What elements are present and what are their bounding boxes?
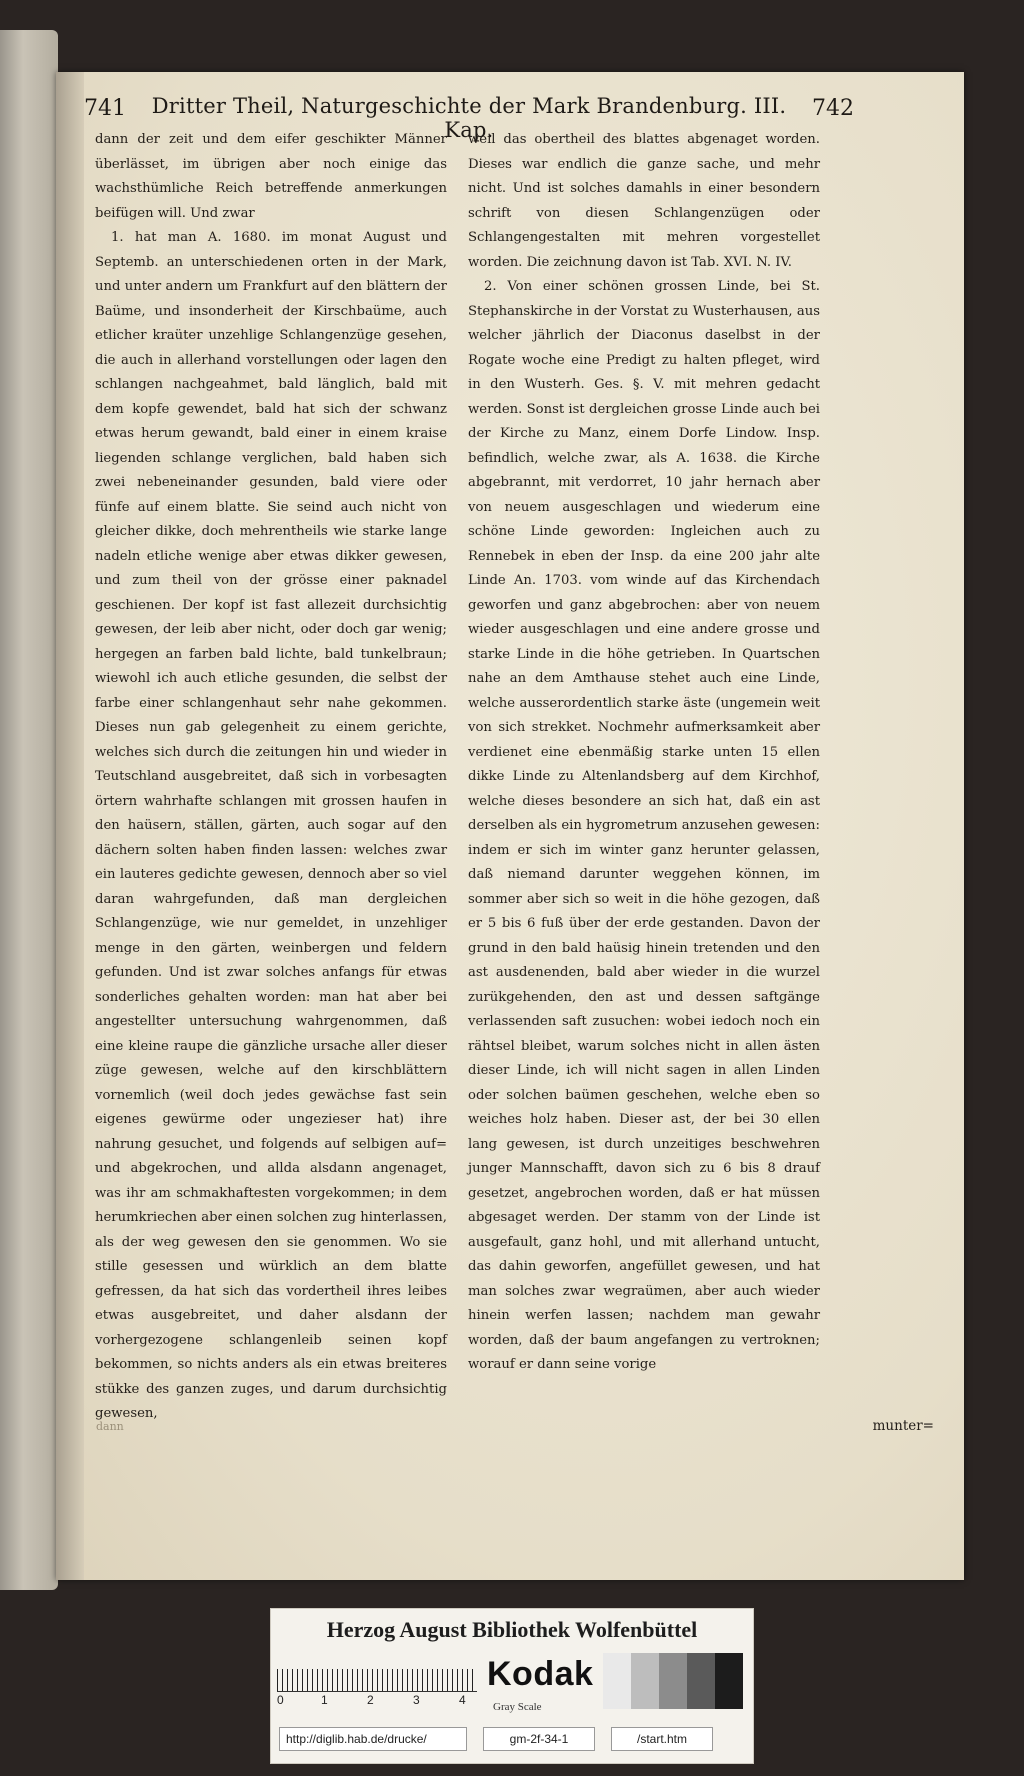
gray-patch [659,1653,687,1709]
ruler-number: 3 [413,1693,420,1707]
brand-logo: Kodak [487,1655,594,1693]
ruler-number: 2 [367,1693,374,1707]
gray-patch [603,1653,631,1709]
gray-scale-label: Gray Scale [493,1701,542,1713]
gray-patch [631,1653,659,1709]
page-gutter [56,72,84,1580]
catchword: munter= [872,1418,934,1434]
url-label: http://diglib.hab.de/drucke/ [279,1727,467,1751]
paragraph: dann der zeit und dem eifer geschikter Männer überlässet, im übrigen aber noch einige das wachsthümliche Reich betreffende anmerkungen beifügen will. Und zwar [95,132,447,221]
library-name: Herzog August Bibliothek Wolfenbüttel [326,1617,698,1642]
page-number-left: 741 [84,96,126,121]
running-title: Dritter Theil, Naturgeschichte der Mark Brandenburg. III. Kap. [151,94,787,142]
paragraph: weil das obertheil des blattes abgenaget worden. Dieses war endlich die ganze sache, und mehr nicht. Und ist solches damahls in einer besondern schrift von diesen Schlangenzügen oder Schlangengestalten mit mehren vorgestellet worden. Die zeichnung davon ist Tab. XVI. N. IV. [468,132,820,270]
paragraph: 1. hat man A. 1680. im monat August und Septemb. an unterschiedenen orten in der Mark, und unter andern um Frankfurt auf den blättern der Baüme, und insonderheit der Kirschbaüme, auch etlicher kraüter unzehlige Schlangenzüge gesehen, die auch in allerhand vorstellungen oder lagen den schlangen nachgeahmet, bald länglich, bald mit dem kopfe gewendet, bald hat sich der schwanz etwas herum gewandt, bald einer in einem kraise liegenden schlange verglichen, bald haben sich zwei nebeneinander gesunden, bald viere oder fünfe auf einem blatte. Sie seind auch nicht von gleicher dikke, doch mehrentheils wie starke lange nadeln etliche wenige aber etwas dikker gewesen, und zum theil von der grösse einer paknadel geschienen. Der kopf ist fast allezeit durchsichtig gewesen, der leib aber nicht, oder doch gar wenig; hergegen an farben bald lichte, bald tunkelbraun; wiewohl ich auch etliche gesunden, die selbst der farbe einer schlangenhaut sehr nahe gekommen. Dieses nun gab gelegenheit zu einem gerichte, welches sich durch die zeitungen hin und wieder in Teutschland ausgebreitet, daß sich in vorbesagten örtern wahrhafte schlangen mit grossen haufen in den haüsern, ställen, gärten, auch sogar auf den dächern solten haben finden lassen: welches zwar ein lauteres gedichte gewesen, dennoch aber so viel daran wahrgefunden, daß man dergleichen Schlangenzüge, wie nur gemeldet, in unzehliger menge in den gärten, weinbergen und feldern gefunden. Und ist zwar solches anfangs für etwas sonderliches gehalten worden: man hat aber bei angestellter untersuchung wahrgenommen, daß eine kleine raupe die gänzliche ursache aller dieser züge gewesen, welche auf den kirschblättern vornemlich (weil doch jedes gewächse fast sein eigenes gewürme oder ungezieser hat) ihre nahrung gesuchet, und folgends auf selbigen auf= und abgekrochen, und allda alsdann angenaget, was ihr am schmakhaftesten vorgekommen; in dem herumkriechen aber einen solchen zug hinterlassen, als der weg gewesen den sie genommen. Wo sie stille gesessen und würklich an dem blatte gefressen, da hat sich das vordertheil ihres leibes etwas ausgebreitet, und daher alsdann der vorhergezogene schlangenleib seinen kopf bekommen, so nichts anders als ein etwas breiteres stükke des ganzen zuges, und darum durchsichtig gewesen, [95,230,447,1421]
right-text-column [468,128,820,1378]
color-target-card [270,1608,754,1764]
ruler-number: 1 [321,1693,328,1707]
paragraph: 2. Von einer schönen grossen Linde, bei St. Stephanskirche in der Vorstat zu Wusterhausen, aus welcher jährlich der Diaconus daselbst in der Rogate woche eine Predigt zu halten pfleget, wird in den Wusterh. Ges. §. V. mit mehren gedacht werden. Sonst ist dergleichen grosse Linde auch bei der Kirche zu Manz, einem Dorfe Lindow. Insp. befindlich, welche zwar, als A. 1638. die Kirche abgebrannt, mit verdorret, 10 jahr hernach aber von neuem ausgeschlagen und wiederum eine schöne Linde geworden: Ingleichen auch zu Rennebek in eben der Insp. da eine 200 jahr alte Linde An. 1703. vom winde auf das Kirchendach geworfen und ganz abgebrochen: aber von neuem wieder ausgeschlagen und eine andere grosse und starke Linde in die höhe getrieben. In Quartschen nahe an dem Amthause stehet auch eine Linde, welche ausserordentlich starke äste (ungemein weit von sich strekket. Nochmehr aufmerksamkeit aber verdienet eine ebenmäßig starke unten 15 ellen dikke Linde zu Altenlandsberg auf dem Kirchhof, welche dieses besondere an sich hat, daß ein ast derselben als ein hygrometrum anzusehen gewesen: indem er sich im winter ganz herunter gelassen, daß niemand darunter weggehen können, im sommer aber sich so weit in die höhe gezogen, daß er 5 bis 6 fuß über der erde gestanden. Davon der grund in den bald haüsig hinein tretenden und den ast ausdenenden, bald aber wieder in die wurzel zurükgehenden, den ast und dessen saftgänge verlassenden saft zusuchen: wobei iedoch noch ein rähtsel bleibet, warum solches nicht in allen ästen dieser Linde, ich will nicht sagen in allen Linden oder solchen baümen geschehen, welche eben so weiches holz haben. Dieser ast, der bei 30 ellen lang gewesen, ist durch unzeitiges beschwehren junger Mannschafft, davon sich zu 6 bis 8 drauf gesetzet, angebrochen worden, daß er hat müssen abgesaget werden. Der stamm von der Linde ist ausgefault, ganz hohl, und mit allerhand untucht, das dahin geworfen, angefüllet gewesen, und hat man solches zwar wegraümen, aber auch wieder hinein werfen lassen; nachdem man gewahr worden, daß der baum angefangen zu vertroknen; worauf er dann seine vorige [468,279,820,1372]
measurement-ruler [277,1655,477,1692]
left-text-column [95,128,447,1427]
gray-patches [603,1653,743,1709]
adjacent-page-edge [0,30,58,1590]
gray-patch [687,1653,715,1709]
running-header [84,92,854,142]
signature-label: gm-2f-34-1 [483,1727,595,1751]
gray-patch [715,1653,743,1709]
faint-offset-mark: dann [96,1420,124,1433]
ruler-number: 4 [459,1693,466,1707]
ruler-number: 0 [277,1693,284,1707]
page-number-right: 742 [812,96,854,121]
start-label: /start.htm [611,1727,713,1751]
